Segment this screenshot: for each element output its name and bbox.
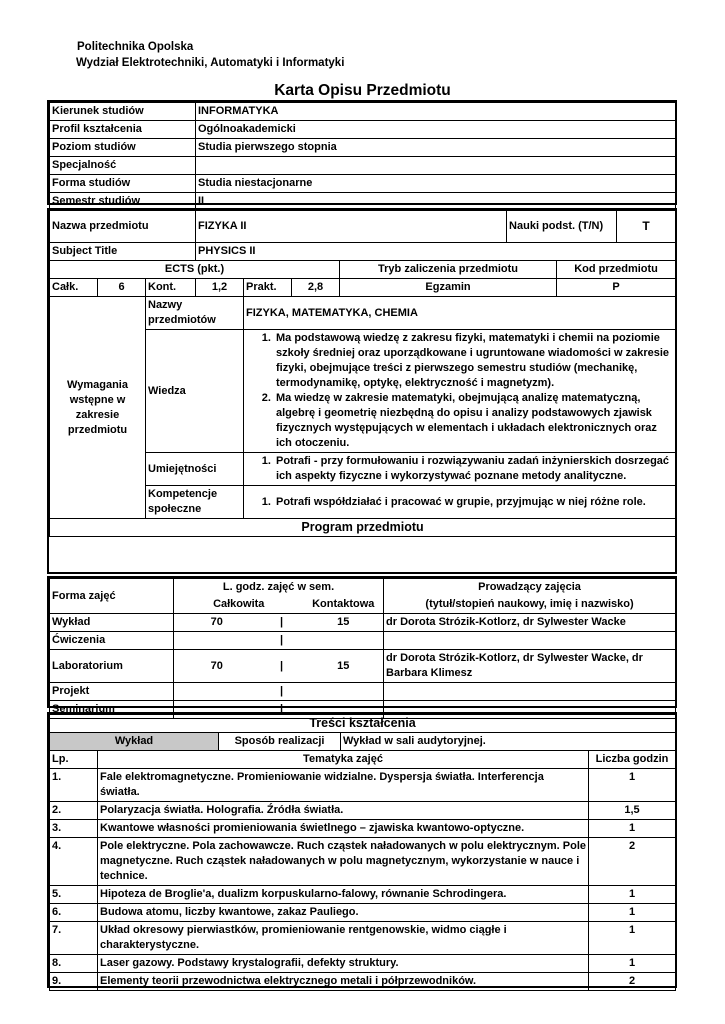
program-contact — [304, 683, 384, 701]
study-info-label: Semestr studiów — [50, 193, 196, 211]
tryb-label: Tryb zaliczenia przedmiotu — [340, 261, 557, 279]
program-col-teacher: Prowadzący zajęcia — [384, 579, 676, 597]
study-info-label: Forma studiów — [50, 175, 196, 193]
study-info-row — [50, 103, 676, 121]
content-lp: 3. — [50, 820, 98, 838]
content-topic: Kwantowe własności promieniowania świetlnego – zjawiska kwantowo-optyczne. — [98, 820, 589, 838]
skills-list-cell — [244, 453, 676, 486]
prerequisites-label: Wymagania wstępne w zakresie przedmiotu — [50, 297, 146, 519]
subject-table — [49, 210, 676, 537]
subject-title-value: PHYSICS II — [196, 243, 676, 261]
study-info-value: Ogólnoakademicki — [196, 121, 676, 139]
program-col-teacher-sub: (tytuł/stopień naukowy, imię i nazwisko) — [384, 596, 676, 614]
ects-label: ECTS (pkt.) — [50, 261, 340, 279]
kod-label: Kod przedmiotu — [557, 261, 676, 279]
program-teacher: dr Dorota Strózik-Kotlorz, dr Sylwester Wacke, dr Barbara Klimesz — [384, 650, 676, 683]
content-topic: Laser gazowy. Podstawy krystalografii, defekty struktury. — [98, 955, 589, 973]
program-contact: 15 — [304, 614, 384, 632]
social-list — [252, 495, 673, 510]
content-topic: Pole elektryczne. Pola zachowawcze. Ruch cząstek naładowanych w polu elektrycznym. Pole magnetyczne. Ruch cząstek naładowanych w polu magnetycznym, wykorzystanie w nauce i technice. — [98, 838, 589, 886]
list-item: 1. Potrafi współdziałać i pracować w grupie, przyjmując w niej różne role. — [274, 495, 673, 510]
study-info-label: Specjalność — [50, 157, 196, 175]
subject-title-label: Subject Title — [50, 243, 196, 261]
program-section-title: Program przedmiotu — [50, 519, 676, 537]
program-row — [50, 650, 676, 683]
prakt-label: Prakt. — [244, 279, 292, 297]
basic-science-label: Nauki podst. (T/N) — [507, 211, 617, 243]
content-col-hours: Liczba godzin — [589, 751, 676, 769]
content-topic: Układ okresowy pierwiastków, promieniowanie rentgenowskie, widmo ciągłe i charakterystyczne. — [98, 922, 589, 955]
study-info-value: Studia niestacjonarne — [196, 175, 676, 193]
content-topic: Polaryzacja światła. Holografia. Źródła światła. — [98, 802, 589, 820]
content-hours: 1 — [589, 769, 676, 802]
social-list-cell — [244, 486, 676, 519]
program-separator: | — [260, 701, 304, 719]
list-item: 1. Potrafi - przy formułowaniu i rozwiązywaniu zadań inżynierskich dosrzegać ich aspekty fizyczne i wykorzystywać poznane metody analityczne. — [274, 454, 673, 484]
program-col-total: Całkowita — [174, 596, 304, 614]
kont-label: Kont. — [146, 279, 196, 297]
study-info-value — [196, 157, 676, 175]
study-info-row — [50, 175, 676, 193]
content-hours: 1 — [589, 904, 676, 922]
program-separator: | — [260, 683, 304, 701]
content-topic: Budowa atomu, liczby kwantowe, zakaz Pauliego. — [98, 904, 589, 922]
skills-list — [252, 454, 673, 484]
program-separator: | — [260, 650, 304, 683]
content-col-topic: Tematyka zajęć — [98, 751, 589, 769]
kont-value: 1,2 — [196, 279, 244, 297]
program-total: 70 — [174, 614, 260, 632]
program-contact: 15 — [304, 650, 384, 683]
content-col-lp: Lp. — [50, 751, 98, 769]
content-lp: 6. — [50, 904, 98, 922]
program-separator: | — [260, 632, 304, 650]
study-info-table — [49, 102, 676, 211]
method-label: Sposób realizacji — [219, 733, 341, 751]
study-info-value: Studia pierwszego stopnia — [196, 139, 676, 157]
kod-value: P — [557, 279, 676, 297]
content-lp: 4. — [50, 838, 98, 886]
program-form: Laboratorium — [50, 650, 174, 683]
program-row — [50, 614, 676, 632]
content-topic: Elementy teorii przewodnictwa elektrycznego metali i półprzewodników. — [98, 973, 589, 991]
content-row — [50, 922, 676, 955]
content-lp: 7. — [50, 922, 98, 955]
program-col-form: Forma zajęć — [50, 579, 174, 614]
study-info-label: Poziom studiów — [50, 139, 196, 157]
tryb-value: Egzamin — [340, 279, 557, 297]
program-row — [50, 632, 676, 650]
knowledge-list-cell — [244, 330, 676, 453]
basic-science-value: T — [617, 211, 676, 243]
program-form: Seminarium — [50, 701, 174, 719]
knowledge-list — [252, 331, 673, 451]
program-row — [50, 683, 676, 701]
content-hours: 1 — [589, 820, 676, 838]
content-section-title: Treści kształcenia — [50, 715, 676, 733]
prereq-subjects-label: Nazwy przedmiotów — [146, 297, 244, 330]
university-name: Politechnika Opolska — [77, 41, 194, 53]
content-table — [49, 714, 676, 991]
study-info-value: INFORMATYKA — [196, 103, 676, 121]
skills-label: Umiejętności — [146, 453, 244, 486]
prakt-value: 2,8 — [292, 279, 340, 297]
content-hours: 2 — [589, 838, 676, 886]
content-lp: 5. — [50, 886, 98, 904]
content-row — [50, 955, 676, 973]
subject-name-label: Nazwa przedmiotu — [50, 211, 196, 243]
content-type-label: Wykład — [50, 733, 219, 751]
study-info-row — [50, 121, 676, 139]
content-hours: 2 — [589, 973, 676, 991]
page-title: Karta Opisu Przedmiotu — [274, 82, 451, 99]
program-col-contact: Kontaktowa — [304, 596, 384, 614]
content-row — [50, 820, 676, 838]
study-info-label: Kierunek studiów — [50, 103, 196, 121]
content-row — [50, 802, 676, 820]
prereq-subjects-value: FIZYKA, MATEMATYKA, CHEMIA — [244, 297, 676, 330]
content-hours: 1,5 — [589, 802, 676, 820]
content-topic: Fale elektromagnetyczne. Promieniowanie widzialne. Dyspersja światła. Interferencja światła. — [98, 769, 589, 802]
content-row — [50, 886, 676, 904]
program-form: Ćwiczenia — [50, 632, 174, 650]
study-info-value: II — [196, 193, 676, 211]
program-total: 70 — [174, 650, 260, 683]
content-row — [50, 904, 676, 922]
program-form: Wykład — [50, 614, 174, 632]
program-separator: | — [260, 614, 304, 632]
calk-label: Całk. — [50, 279, 98, 297]
content-lp: 9. — [50, 973, 98, 991]
program-teacher: dr Dorota Strózik-Kotlorz, dr Sylwester Wacke — [384, 614, 676, 632]
program-teacher — [384, 632, 676, 650]
content-hours: 1 — [589, 922, 676, 955]
study-info-row — [50, 139, 676, 157]
content-row — [50, 838, 676, 886]
content-hours: 1 — [589, 955, 676, 973]
study-info-row — [50, 157, 676, 175]
knowledge-label: Wiedza — [146, 330, 244, 453]
content-lp: 2. — [50, 802, 98, 820]
calk-value: 6 — [98, 279, 146, 297]
content-lp: 1. — [50, 769, 98, 802]
list-item: 2. Ma wiedzę w zakresie matematyki, obejmującą analizę matematyczną, algebrę i geometrię niezbędną do opisu i analizy podstawowych zjawisk fizycznych występujących w elementach i układach elektronicznych oraz ich otoczeniu. — [274, 391, 673, 451]
content-row — [50, 973, 676, 991]
program-contact — [304, 632, 384, 650]
content-topic: Hipoteza de Broglie'a, dualizm korpuskularno-falowy, równanie Schrodingera. — [98, 886, 589, 904]
list-item: 1. Ma podstawową wiedzę z zakresu fizyki, matematyki i chemii na poziomie szkoły średniej oraz uporządkowane i ugruntowane wiadomości w zakresie fizyki, obejmujące treści z pierwszego semestru studiów (mechanikę, termodynamikę, optykę, elektryczność i magnetyzm). — [274, 331, 673, 391]
subject-name-value: FIZYKA II — [196, 211, 507, 243]
program-total — [174, 683, 260, 701]
social-label: Kompetencje społeczne — [146, 486, 244, 519]
content-row — [50, 769, 676, 802]
study-info-label: Profil kształcenia — [50, 121, 196, 139]
program-form: Projekt — [50, 683, 174, 701]
program-table — [49, 578, 676, 719]
program-col-hours: L. godz. zajęć w sem. — [174, 579, 384, 597]
faculty-name: Wydział Elektrotechniki, Automatyki i Informatyki — [76, 57, 345, 69]
program-teacher — [384, 683, 676, 701]
content-hours: 1 — [589, 886, 676, 904]
content-lp: 8. — [50, 955, 98, 973]
program-total — [174, 632, 260, 650]
method-value: Wykład w sali audytoryjnej. — [341, 733, 676, 751]
